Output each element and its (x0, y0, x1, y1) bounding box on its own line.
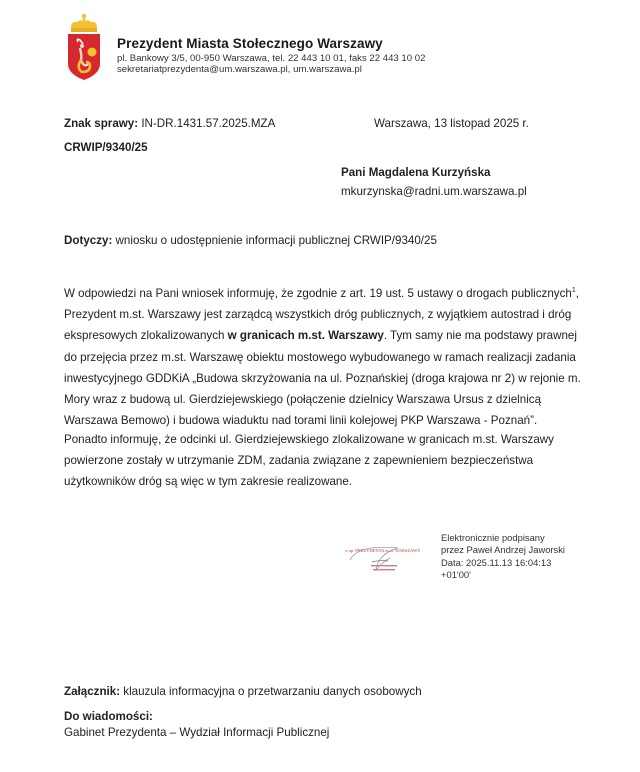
footnote-ref: 1 (571, 287, 576, 295)
case-number-label: Znak sprawy: (64, 117, 139, 130)
place-date: Warszawa, 13 listopad 2025 r. (374, 117, 529, 130)
signature-line: +01'00' (441, 568, 471, 580)
cc-label: Do wiadomości: (64, 710, 153, 723)
body-paragraph-1 (64, 283, 594, 431)
body-line: użytkowników dróg są więc w tym zakresie realizowane. (64, 475, 353, 489)
body-line: Ponadto informuję, że odcinki ul. Gierdziejewskiego zlokalizowane w granicach m.st. Warszawy (64, 433, 554, 446)
body-line: W odpowiedzi na Pani wniosek informuję, że zgodnie z art. 19 ust. 5 ustawy o drogach publicznych$^1$, (64, 287, 579, 300)
issuer-address: pl. Bankowy 3/5, 00-950 Warszawa, tel. 22 443 10 01, faks 22 443 10 02 (117, 53, 426, 64)
body-line: Warszawa Bemowo) i budowa wiaduktu nad torami linii kolejowej PKP Warszawa - Poznań”. (64, 414, 538, 428)
body-line: Mory wraz z budową ul. Gierdziejewskiego (połączenie dzielnicy Warszawa Ursus z dzielnicą (64, 393, 542, 407)
subject (64, 234, 437, 248)
issuer-contacts: sekretariatprezydenta@um.warszawa.pl, um.warszawa.pl (117, 64, 362, 75)
issuer-title: Prezydent Miasta Stołecznego Warszawy (117, 36, 383, 51)
signature-line: przez Paweł Andrzej Jaworski (441, 544, 566, 556)
body-line: ekspresowych zlokalizowanych w granicach m.st. Warszawy. Tym samy nie ma podstawy prawnej (64, 329, 577, 343)
electronic-signature-info (441, 532, 565, 581)
recipient-email: mkurzynska@radni.um.warszawa.pl (341, 185, 527, 198)
body-line: Prezydent m.st. Warszawy jest zarządcą wszystkich dróg publicznych, z wyjątkiem autostrad i dróg (64, 308, 572, 322)
body-line: inwestycyjnego GDDKiA „Budowa skrzyżowania na ul. Poznańskiej (droga krajowa nr 2) w rejonie m. (64, 371, 581, 385)
reference-number: CRWIP/9340/25 (64, 141, 148, 154)
case-number-value: IN-DR.1431.57.2025.MZA (138, 117, 276, 130)
emphasis: w granicach m.st. Warszawy (227, 329, 384, 343)
signature-stamp-icon (338, 540, 428, 574)
warsaw-coat-of-arms-icon (64, 12, 104, 82)
body-line: powierzone zostały w utrzymanie ZDM, zadania związane z zapewnieniem bezpieczeństwa (64, 454, 534, 468)
attachment-label: Załącznik: (64, 685, 121, 698)
subject-text: wniosku o udostępnienie informacji publicznej CRWIP/9340/25 (112, 234, 437, 247)
body-line: do przejęcia przez m.st. Warszawę obiektu mostowego wybudowanego w ramach realizacji zadania (64, 350, 576, 364)
subject-label: Dotyczy: (64, 234, 113, 247)
signature-line: Elektronicznie podpisany (441, 532, 545, 543)
cc-recipient: Gabinet Prezydenta – Wydział Informacji Publicznej (64, 726, 330, 739)
case-number (64, 117, 275, 131)
signature-line: Data: 2025.11.13 16:04:13 (441, 556, 552, 568)
body-paragraph-2 (64, 429, 594, 493)
attachment (64, 685, 422, 699)
recipient-name: Pani Magdalena Kurzyńska (341, 166, 491, 179)
attachment-text: klauzula informacyjna o przetwarzaniu danych osobowych (120, 685, 422, 698)
stamp-text: z up. PREZYDENTA m.st. WARSZAWY (345, 548, 421, 553)
